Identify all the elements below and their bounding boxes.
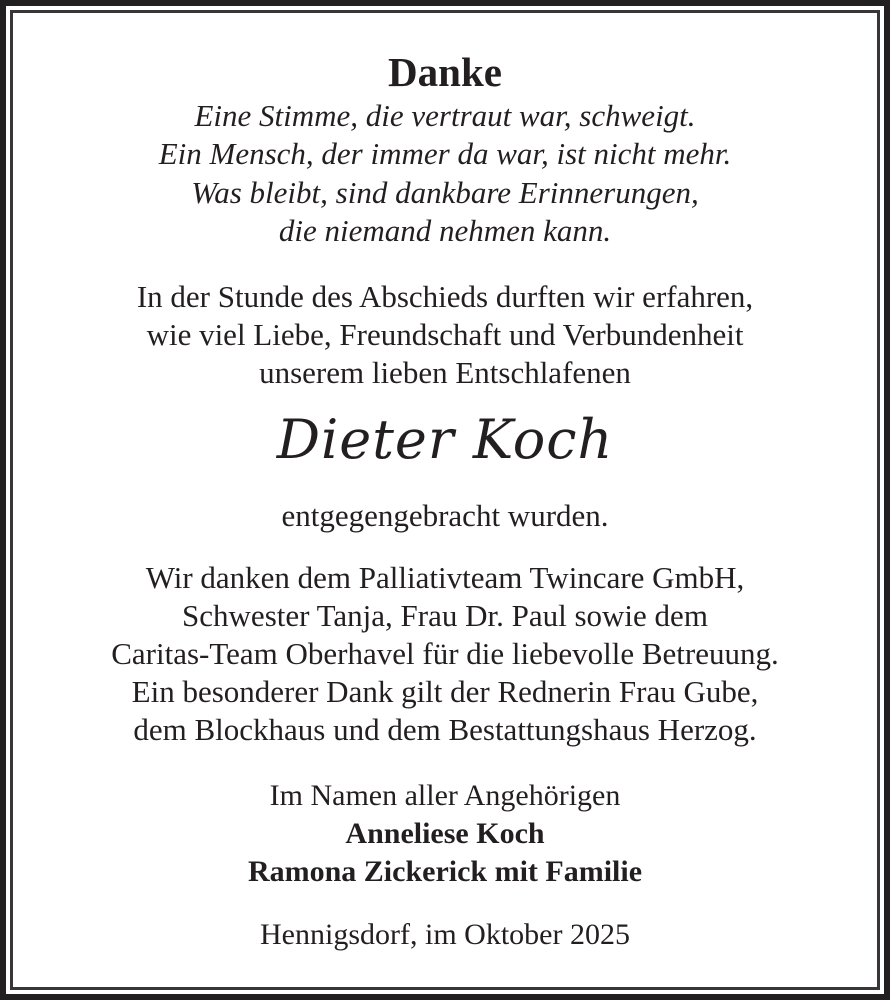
- thanks-line: Wir danken dem Palliativteam Twincare GmbH,: [145, 560, 745, 595]
- thanks-line: Schwester Tanja, Frau Dr. Paul sowie dem: [182, 598, 708, 633]
- signature-name: Anneliese Koch: [345, 817, 545, 850]
- signature-name: Ramona Zickerick mit Familie: [247, 855, 643, 888]
- poem-line: Eine Stimme, die vertraut war, schweigt.: [194, 98, 696, 133]
- poem-line: Ein Mensch, der immer da war, ist nicht mehr.: [158, 136, 732, 171]
- notice-title: Danke: [388, 49, 502, 95]
- intro-line: wie viel Liebe, Freundschaft und Verbundenheit: [146, 317, 744, 352]
- signature-preface: Im Namen aller Angehörigen: [269, 779, 621, 812]
- poem-line: die niemand nehmen kann.: [278, 213, 612, 248]
- thanks-line: Caritas-Team Oberhavel für die liebevolle Betreuung.: [111, 636, 779, 671]
- poem-line: Was bleibt, sind dankbare Erinnerungen,: [191, 175, 699, 210]
- intro-line: In der Stunde des Abschieds durften wir erfahren,: [136, 279, 754, 314]
- intro-end-line: entgegengebracht wurden.: [281, 498, 609, 533]
- intro-line: unserem lieben Entschlafenen: [259, 355, 631, 390]
- thanks-line: Ein besonderer Dank gilt der Rednerin Frau Gube,: [131, 674, 759, 709]
- place-date: Hennigsdorf, im Oktober 2025: [260, 918, 630, 951]
- thanks-line: dem Blockhaus und dem Bestattungshaus Herzog.: [133, 712, 757, 747]
- deceased-name: Dieter Koch: [276, 408, 614, 471]
